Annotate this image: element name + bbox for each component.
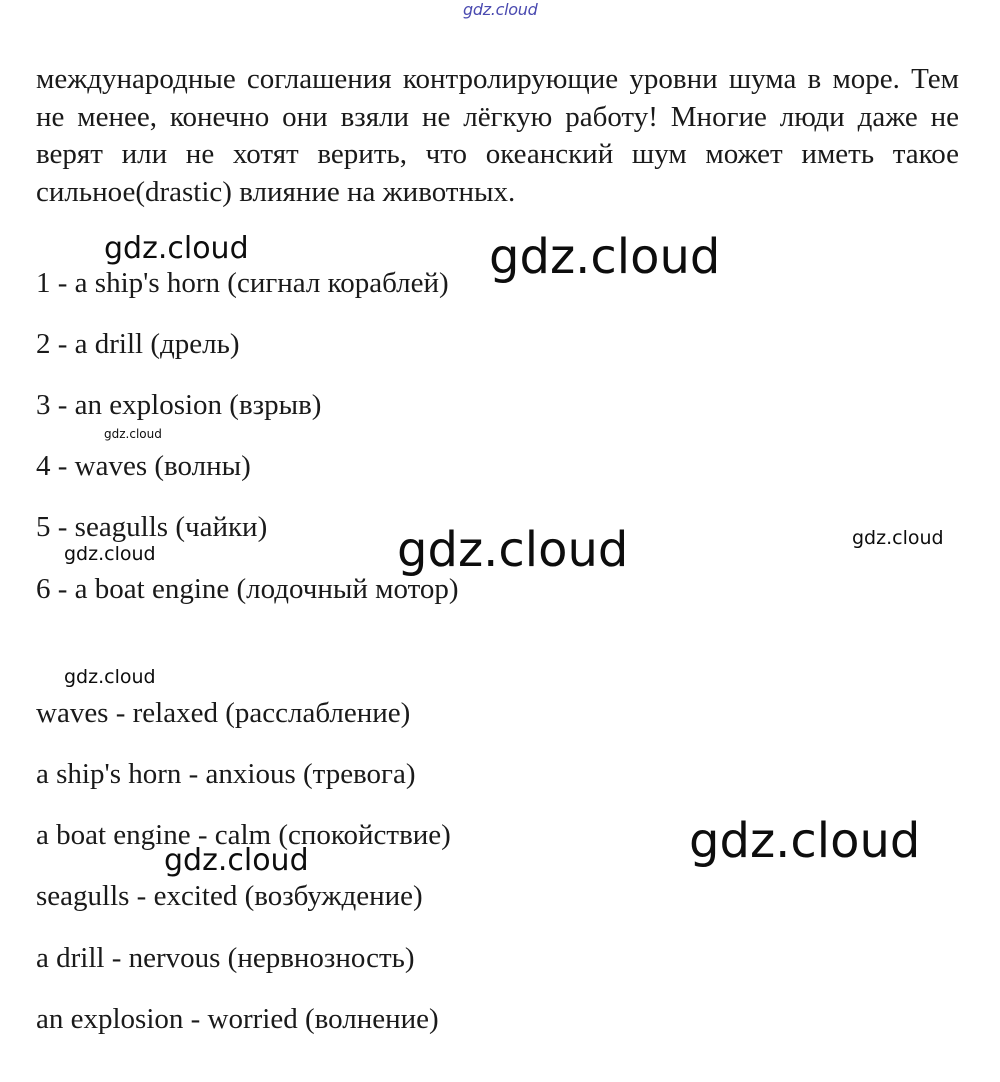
feeling-item-3: a boat engine - calm (спокойствие) — [36, 819, 451, 851]
watermark: gdz.cloud — [689, 813, 921, 869]
watermark: gdz.cloud — [463, 0, 538, 19]
watermark: gdz.cloud — [164, 843, 309, 878]
sound-item-6: 6 - a boat engine (лодочный мотор) — [36, 573, 459, 605]
sound-item-3: 3 - an explosion (взрыв) — [36, 389, 322, 421]
sound-item-2: 2 - a drill (дрель) — [36, 328, 240, 360]
sound-item-1: 1 - a ship's horn (сигнал кораблей) — [36, 267, 449, 299]
watermark: gdz.cloud — [489, 229, 721, 285]
watermark: gdz.cloud — [64, 543, 156, 565]
body-paragraph: международные соглашения контролирующие уровни шума в море. Тем не менее, конечно они взяли не лёгкую работу! Многие люди даже не верят или не хотят верить, что океанский шум может иметь такое сильное(drastic) влияние на животных. — [36, 63, 959, 208]
watermark: gdz.cloud — [104, 427, 162, 441]
watermark: gdz.cloud — [104, 231, 249, 266]
watermark: gdz.cloud — [64, 666, 156, 688]
feeling-item-1: waves - relaxed (расслабление) — [36, 697, 411, 729]
feeling-item-2: a ship's horn - anxious (тревога) — [36, 758, 416, 790]
feeling-item-4: seagulls - excited (возбуждение) — [36, 880, 423, 912]
sound-item-5: 5 - seagulls (чайки) — [36, 511, 268, 543]
watermark: gdz.cloud — [852, 527, 944, 549]
feeling-item-5: a drill - nervous (нервнозность) — [36, 942, 415, 974]
feeling-item-6: an explosion - worried (волнение) — [36, 1003, 439, 1035]
watermark: gdz.cloud — [397, 522, 629, 578]
sound-item-4: 4 - waves (волны) — [36, 450, 251, 482]
